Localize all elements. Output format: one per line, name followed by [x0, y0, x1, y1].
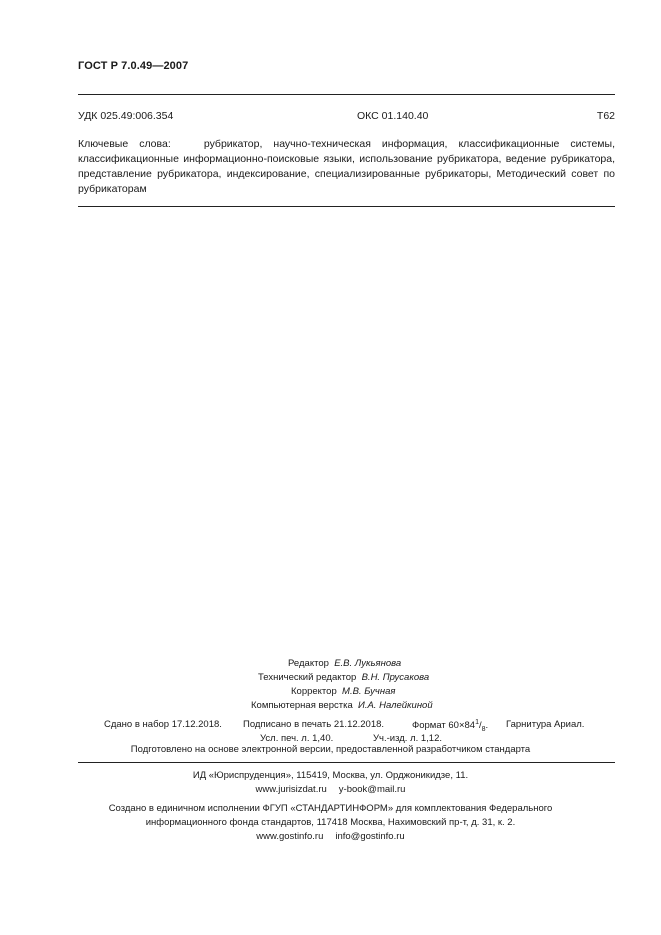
group-code: Т62	[596, 110, 615, 122]
publisher-address: ИД «Юриспруденция», 115419, Москва, ул. Орджоникидзе, 11.	[192, 770, 469, 781]
printer-email-link[interactable]: info@gostinfo.ru	[335, 831, 405, 842]
tech-editor-name: В.Н. Прусакова	[361, 672, 430, 683]
credit-tech-editor	[258, 671, 429, 685]
format-numerator: 1	[475, 719, 479, 726]
format-prefix: Формат 60×84	[412, 720, 476, 732]
submitted-date: Сдано в набор 17.12.2018.	[104, 719, 222, 730]
proofreader-name: М.В. Бучная	[342, 686, 396, 697]
imprint-divider	[78, 762, 615, 763]
udk-code: УДК 025.49:006.354	[78, 110, 174, 122]
layout-name: И.А. Налейкиной	[358, 700, 433, 711]
conventional-sheets: Усл. печ. л. 1,40.	[260, 733, 334, 744]
typeface: Гарнитура Ариал.	[506, 719, 585, 730]
printer-site-link[interactable]: www.gostinfo.ru	[256, 831, 324, 842]
keywords-label: Ключевые слова:	[78, 138, 171, 150]
signed-date: Подписано в печать 21.12.2018.	[243, 719, 385, 730]
keywords-block	[78, 137, 615, 197]
printer-line-1: Создано в единичном исполнении ФГУП «СТАНДАРТИНФОРМ» для комплектования Федерального	[108, 803, 553, 814]
proofreader-role: Корректор	[291, 686, 337, 697]
tech-editor-role: Технический редактор	[258, 672, 357, 683]
standard-title: ГОСТ Р 7.0.49—2007	[78, 60, 189, 72]
credit-editor	[288, 657, 401, 671]
editor-name: Е.В. Лукьянова	[334, 658, 402, 669]
printer-line-2: информационного фонда стандартов, 117418 Москва, Нахимовский пр-т, д. 31, к. 2.	[145, 817, 516, 828]
publisher-site-link[interactable]: www.jurisizdat.ru	[255, 784, 327, 795]
publication-sheets: Уч.-изд. л. 1,12.	[373, 733, 443, 744]
format-suffix: .	[485, 720, 489, 732]
header-divider	[78, 94, 615, 95]
keywords-divider	[78, 206, 615, 207]
credit-layout	[251, 699, 433, 713]
publisher-contacts	[0, 784, 661, 795]
format-denominator: 8	[481, 726, 486, 734]
oks-code: ОКС 01.140.40	[357, 110, 429, 122]
publisher-email-link[interactable]: y-book@mail.ru	[338, 784, 406, 795]
paper-format: Формат $60\times 84^1/_8$.	[412, 719, 489, 734]
printer-contacts	[0, 831, 661, 842]
layout-role: Компьютерная верстка	[251, 700, 353, 711]
prepared-note: Подготовлено на основе электронной версии, предоставленной разработчиком стандарта	[130, 744, 531, 755]
credit-proofreader	[291, 685, 395, 699]
keywords-text: рубрикатор, научно-техническая информация, классификационные системы, классификационные информационно-поисковые языки, использование рубрикатора, ведение рубрикатора, представление рубрикатора, индексирование, специализированные рубрикаторы, Методический совет по рубрикаторам	[78, 138, 615, 195]
editor-role: Редактор	[288, 658, 329, 669]
